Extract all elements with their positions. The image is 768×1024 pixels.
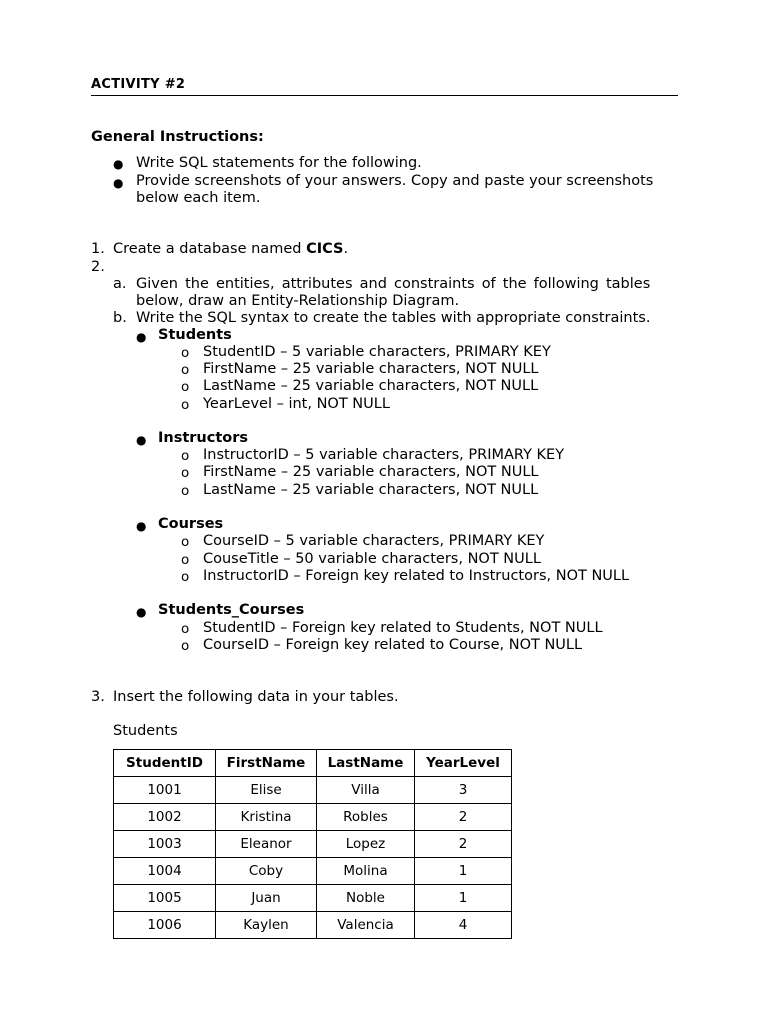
item-three-text: Insert the following data in your tables. xyxy=(113,689,399,705)
attribute-spec: FirstName – 25 variable characters, NOT NULL xyxy=(203,361,539,377)
item-number: 3. xyxy=(91,689,105,705)
sub-item-a-text-continued: below, draw an Entity-Relationship Diagram. xyxy=(136,293,460,309)
sub-bullet-icon: o xyxy=(181,345,190,361)
table-cell: Lopez xyxy=(317,831,415,858)
table-cell: Juan xyxy=(216,885,317,912)
attribute-spec: CouseTitle – 50 variable characters, NOT NULL xyxy=(203,551,541,567)
sub-item-b-text: Write the SQL syntax to create the tables with appropriate constraints. xyxy=(136,310,651,326)
table-cell: 1 xyxy=(415,858,512,885)
table-caption: Students xyxy=(113,723,178,739)
table-cell: Eleanor xyxy=(216,831,317,858)
item-number: 1. xyxy=(91,241,105,257)
sub-bullet-icon: o xyxy=(181,552,190,568)
instruction-item: Write SQL statements for the following. xyxy=(136,155,422,171)
table-cell: 2 xyxy=(415,831,512,858)
sub-item-a-text: Given the entities, attributes and constraints of the following tables xyxy=(136,276,651,292)
table-cell: Kaylen xyxy=(216,912,317,939)
sub-bullet-icon: o xyxy=(181,621,190,637)
table-row xyxy=(114,804,512,831)
activity-title: ACTIVITY #2 xyxy=(91,77,186,92)
table-spec-name: Instructors xyxy=(158,430,249,446)
attribute-spec: StudentID – Foreign key related to Students, NOT NULL xyxy=(203,620,603,636)
table-cell: Valencia xyxy=(317,912,415,939)
table-cell: 1006 xyxy=(114,912,216,939)
table-cell: Elise xyxy=(216,777,317,804)
column-header: FirstName xyxy=(216,750,317,777)
bullet-icon: ● xyxy=(136,330,147,344)
sub-bullet-icon: o xyxy=(181,483,190,499)
item-one-lead: Create a database named xyxy=(113,241,307,257)
table-cell: Noble xyxy=(317,885,415,912)
column-header: StudentID xyxy=(114,750,216,777)
column-header: YearLevel xyxy=(415,750,512,777)
bullet-icon: ● xyxy=(113,157,124,171)
table-cell: 1003 xyxy=(114,831,216,858)
sub-item-label: a. xyxy=(113,276,127,292)
attribute-spec: StudentID – 5 variable characters, PRIMARY KEY xyxy=(203,344,551,360)
sub-bullet-icon: o xyxy=(181,379,190,395)
table-row xyxy=(114,858,512,885)
bullet-icon: ● xyxy=(136,433,147,447)
table-row xyxy=(114,777,512,804)
item-number: 2. xyxy=(91,259,105,275)
table-spec-name: Students_Courses xyxy=(158,602,305,618)
table-row xyxy=(114,831,512,858)
table-cell: Kristina xyxy=(216,804,317,831)
header-rule xyxy=(91,95,678,96)
table-row xyxy=(114,885,512,912)
table-cell: 1005 xyxy=(114,885,216,912)
sub-bullet-icon: o xyxy=(181,638,190,654)
attribute-spec: FirstName – 25 variable characters, NOT NULL xyxy=(203,464,539,480)
attribute-spec: InstructorID – Foreign key related to Instructors, NOT NULL xyxy=(203,568,630,584)
sub-bullet-icon: o xyxy=(181,362,190,378)
students-table xyxy=(113,749,512,939)
sub-bullet-icon: o xyxy=(181,448,190,464)
attribute-spec: CourseID – 5 variable characters, PRIMARY KEY xyxy=(203,533,545,549)
table-cell: 3 xyxy=(415,777,512,804)
table-cell: 1002 xyxy=(114,804,216,831)
database-name: CICS xyxy=(306,241,344,257)
table-spec-name: Courses xyxy=(158,516,224,532)
attribute-spec: CourseID – Foreign key related to Course, NOT NULL xyxy=(203,637,583,653)
item-one-text xyxy=(113,241,348,257)
table-cell: 4 xyxy=(415,912,512,939)
table-cell: Coby xyxy=(216,858,317,885)
attribute-spec: LastName – 25 variable characters, NOT NULL xyxy=(203,378,539,394)
table-cell: Robles xyxy=(317,804,415,831)
attribute-spec: LastName – 25 variable characters, NOT NULL xyxy=(203,482,539,498)
bullet-icon: ● xyxy=(113,176,124,190)
table-header-row xyxy=(114,750,512,777)
sub-bullet-icon: o xyxy=(181,465,190,481)
table-cell: 1004 xyxy=(114,858,216,885)
sub-bullet-icon: o xyxy=(181,569,190,585)
table-cell: Molina xyxy=(317,858,415,885)
column-header: LastName xyxy=(317,750,415,777)
sub-item-label: b. xyxy=(113,310,127,326)
attribute-spec: YearLevel – int, NOT NULL xyxy=(203,396,390,412)
table-row xyxy=(114,912,512,939)
table-spec-name: Students xyxy=(158,327,232,343)
table-cell: 1 xyxy=(415,885,512,912)
item-one-period: . xyxy=(343,241,349,257)
bullet-icon: ● xyxy=(136,519,147,533)
instruction-item-continued: below each item. xyxy=(136,190,261,206)
general-instructions-heading: General Instructions: xyxy=(91,129,264,145)
table-cell: Villa xyxy=(317,777,415,804)
table-cell: 1001 xyxy=(114,777,216,804)
bullet-icon: ● xyxy=(136,605,147,619)
sub-bullet-icon: o xyxy=(181,534,190,550)
attribute-spec: InstructorID – 5 variable characters, PRIMARY KEY xyxy=(203,447,565,463)
table-cell: 2 xyxy=(415,804,512,831)
instruction-item: Provide screenshots of your answers. Copy and paste your screenshots xyxy=(136,173,654,189)
sub-bullet-icon: o xyxy=(181,397,190,413)
